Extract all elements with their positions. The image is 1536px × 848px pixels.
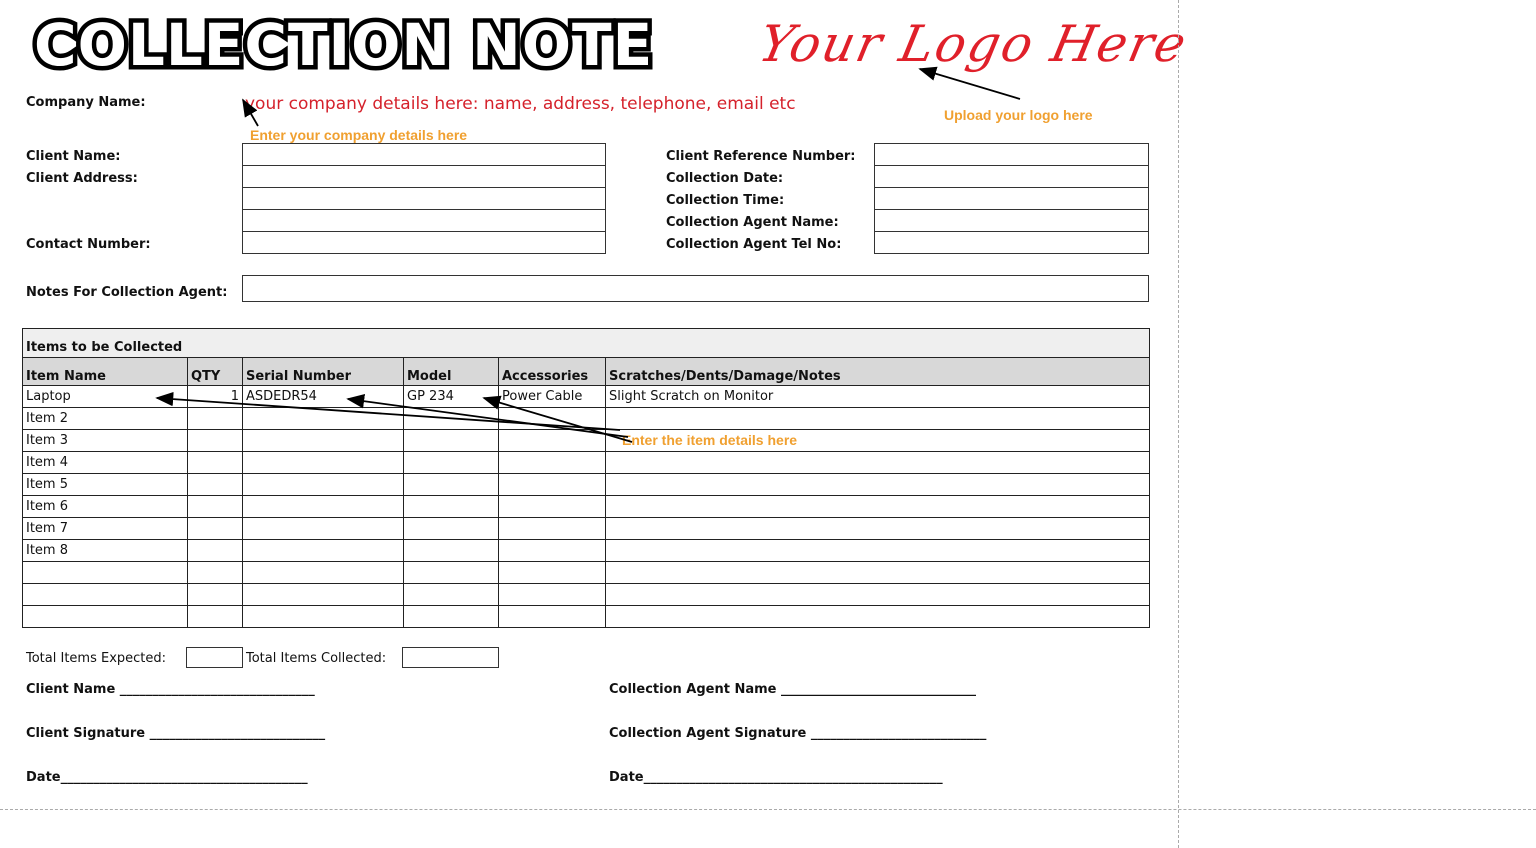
client-address-line2-input[interactable] bbox=[243, 188, 605, 210]
cell-item-name[interactable]: Item 7 bbox=[23, 518, 188, 540]
client-date-line[interactable]: Date______________________________________ bbox=[26, 770, 308, 785]
items-hint: Enter the item details here bbox=[622, 432, 798, 448]
cell-serial[interactable] bbox=[243, 496, 404, 518]
cell-accessories[interactable] bbox=[499, 584, 606, 606]
cell-notes[interactable] bbox=[606, 474, 1150, 496]
cell-model[interactable] bbox=[404, 496, 499, 518]
contact-number-label: Contact Number: bbox=[26, 237, 151, 252]
cell-serial[interactable] bbox=[243, 474, 404, 496]
client-address-label: Client Address: bbox=[26, 171, 138, 186]
cell-qty[interactable] bbox=[188, 474, 243, 496]
client-address-line1-input[interactable] bbox=[243, 166, 605, 188]
cell-notes[interactable] bbox=[606, 606, 1150, 628]
cell-notes[interactable] bbox=[606, 562, 1150, 584]
cell-model[interactable] bbox=[404, 430, 499, 452]
table-row bbox=[23, 474, 1150, 496]
cell-model[interactable] bbox=[404, 562, 499, 584]
company-details-field[interactable]: your company details here: name, address, telephone, email etc bbox=[245, 94, 796, 114]
cell-qty[interactable] bbox=[188, 430, 243, 452]
cell-model[interactable]: GP 234 bbox=[404, 386, 499, 408]
table-row bbox=[23, 386, 1150, 408]
agent-name-signline[interactable]: Collection Agent Name ______________________________ bbox=[609, 682, 977, 697]
cell-accessories[interactable] bbox=[499, 562, 606, 584]
agent-tel-label: Collection Agent Tel No: bbox=[666, 237, 842, 252]
cell-notes[interactable] bbox=[606, 408, 1150, 430]
cell-qty[interactable] bbox=[188, 584, 243, 606]
cell-item-name[interactable]: Item 8 bbox=[23, 540, 188, 562]
page-break-vertical bbox=[1178, 0, 1179, 848]
agent-date-line[interactable]: Date______________________________________________ bbox=[609, 770, 943, 785]
table-row bbox=[23, 584, 1150, 606]
page-break-horizontal bbox=[0, 809, 1536, 810]
total-collected-input[interactable] bbox=[402, 647, 499, 668]
cell-notes[interactable] bbox=[606, 452, 1150, 474]
cell-item-name[interactable]: Item 6 bbox=[23, 496, 188, 518]
cell-notes[interactable]: Slight Scratch on Monitor bbox=[606, 386, 1150, 408]
notes-label: Notes For Collection Agent: bbox=[26, 285, 228, 300]
cell-model[interactable] bbox=[404, 408, 499, 430]
cell-notes[interactable] bbox=[606, 496, 1150, 518]
cell-qty[interactable] bbox=[188, 496, 243, 518]
cell-item-name[interactable]: Item 4 bbox=[23, 452, 188, 474]
cell-serial[interactable] bbox=[243, 584, 404, 606]
cell-qty[interactable] bbox=[188, 606, 243, 628]
cell-qty[interactable] bbox=[188, 540, 243, 562]
cell-accessories[interactable] bbox=[499, 518, 606, 540]
table-row bbox=[23, 606, 1150, 628]
items-table bbox=[22, 328, 1150, 628]
cell-serial[interactable] bbox=[243, 408, 404, 430]
table-row bbox=[23, 540, 1150, 562]
client-name-input[interactable] bbox=[243, 144, 605, 166]
total-collected-label: Total Items Collected: bbox=[246, 651, 387, 666]
table-row bbox=[23, 408, 1150, 430]
cell-model[interactable] bbox=[404, 584, 499, 606]
col-accessories: Accessories bbox=[499, 358, 606, 386]
collection-date-input[interactable] bbox=[875, 166, 1148, 188]
cell-accessories[interactable] bbox=[499, 496, 606, 518]
table-row bbox=[23, 452, 1150, 474]
notes-input[interactable] bbox=[242, 275, 1149, 302]
cell-qty[interactable] bbox=[188, 562, 243, 584]
cell-item-name[interactable]: Item 3 bbox=[23, 430, 188, 452]
cell-item-name[interactable] bbox=[23, 584, 188, 606]
table-row bbox=[23, 518, 1150, 540]
client-address-line3-input[interactable] bbox=[243, 210, 605, 232]
cell-accessories[interactable] bbox=[499, 408, 606, 430]
cell-qty[interactable] bbox=[188, 452, 243, 474]
table-row bbox=[23, 562, 1150, 584]
cell-notes[interactable] bbox=[606, 518, 1150, 540]
cell-accessories[interactable] bbox=[499, 430, 606, 452]
company-name-label: Company Name: bbox=[26, 95, 146, 110]
cell-model[interactable] bbox=[404, 452, 499, 474]
col-model: Model bbox=[404, 358, 499, 386]
cell-serial[interactable] bbox=[243, 540, 404, 562]
contact-number-input[interactable] bbox=[243, 232, 605, 254]
logo-placeholder[interactable]: Your Logo Here bbox=[753, 15, 1193, 73]
client-name-label: Client Name: bbox=[26, 149, 121, 164]
cell-serial[interactable] bbox=[243, 562, 404, 584]
cell-notes[interactable] bbox=[606, 584, 1150, 606]
collection-fields-group bbox=[874, 143, 1149, 254]
client-name-signline[interactable]: Client Name ______________________________ bbox=[26, 682, 315, 697]
cell-item-name[interactable]: Item 5 bbox=[23, 474, 188, 496]
cell-model[interactable] bbox=[404, 540, 499, 562]
cell-item-name[interactable]: Item 2 bbox=[23, 408, 188, 430]
table-caption-row bbox=[23, 329, 1150, 358]
client-reference-input[interactable] bbox=[875, 144, 1148, 166]
cell-accessories[interactable] bbox=[499, 452, 606, 474]
cell-serial[interactable] bbox=[243, 518, 404, 540]
cell-serial[interactable]: ASDEDR54 bbox=[243, 386, 404, 408]
collection-time-label: Collection Time: bbox=[666, 193, 785, 208]
cell-accessories[interactable] bbox=[499, 606, 606, 628]
cell-qty[interactable] bbox=[188, 408, 243, 430]
cell-model[interactable] bbox=[404, 518, 499, 540]
col-qty: QTY bbox=[188, 358, 243, 386]
col-notes: Scratches/Dents/Damage/Notes bbox=[606, 358, 1150, 386]
cell-accessories[interactable] bbox=[499, 540, 606, 562]
client-fields-group bbox=[242, 143, 606, 254]
logo-hint: Upload your logo here bbox=[944, 107, 1093, 123]
collection-date-label: Collection Date: bbox=[666, 171, 784, 186]
cell-accessories[interactable] bbox=[499, 474, 606, 496]
col-item-name: Item Name bbox=[23, 358, 188, 386]
total-expected-label: Total Items Expected: bbox=[26, 651, 167, 666]
client-reference-label: Client Reference Number: bbox=[666, 149, 856, 164]
cell-model[interactable] bbox=[404, 606, 499, 628]
agent-signature-line[interactable]: Collection Agent Signature ___________________________ bbox=[609, 726, 987, 741]
cell-serial[interactable] bbox=[243, 606, 404, 628]
table-row bbox=[23, 430, 1150, 452]
cell-item-name[interactable] bbox=[23, 606, 188, 628]
cell-serial[interactable] bbox=[243, 452, 404, 474]
cell-model[interactable] bbox=[404, 474, 499, 496]
collection-time-input[interactable] bbox=[875, 188, 1148, 210]
col-serial-number: Serial Number bbox=[243, 358, 404, 386]
agent-name-label: Collection Agent Name: bbox=[666, 215, 839, 230]
table-row bbox=[23, 496, 1150, 518]
cell-qty[interactable]: 1 bbox=[188, 386, 243, 408]
cell-accessories[interactable]: Power Cable bbox=[499, 386, 606, 408]
table-header-row bbox=[23, 358, 1150, 386]
agent-name-input[interactable] bbox=[875, 210, 1148, 232]
total-expected-input[interactable] bbox=[186, 647, 243, 668]
cell-item-name[interactable] bbox=[23, 562, 188, 584]
table-caption: Items to be Collected bbox=[23, 329, 1150, 358]
client-signature-line[interactable]: Client Signature ___________________________ bbox=[26, 726, 326, 741]
cell-serial[interactable] bbox=[243, 430, 404, 452]
company-hint: Enter your company details here bbox=[250, 127, 468, 143]
cell-notes[interactable] bbox=[606, 540, 1150, 562]
page-title: COLLECTION NOTE bbox=[34, 11, 654, 79]
cell-item-name[interactable]: Laptop bbox=[23, 386, 188, 408]
cell-qty[interactable] bbox=[188, 518, 243, 540]
agent-tel-input[interactable] bbox=[875, 232, 1148, 254]
